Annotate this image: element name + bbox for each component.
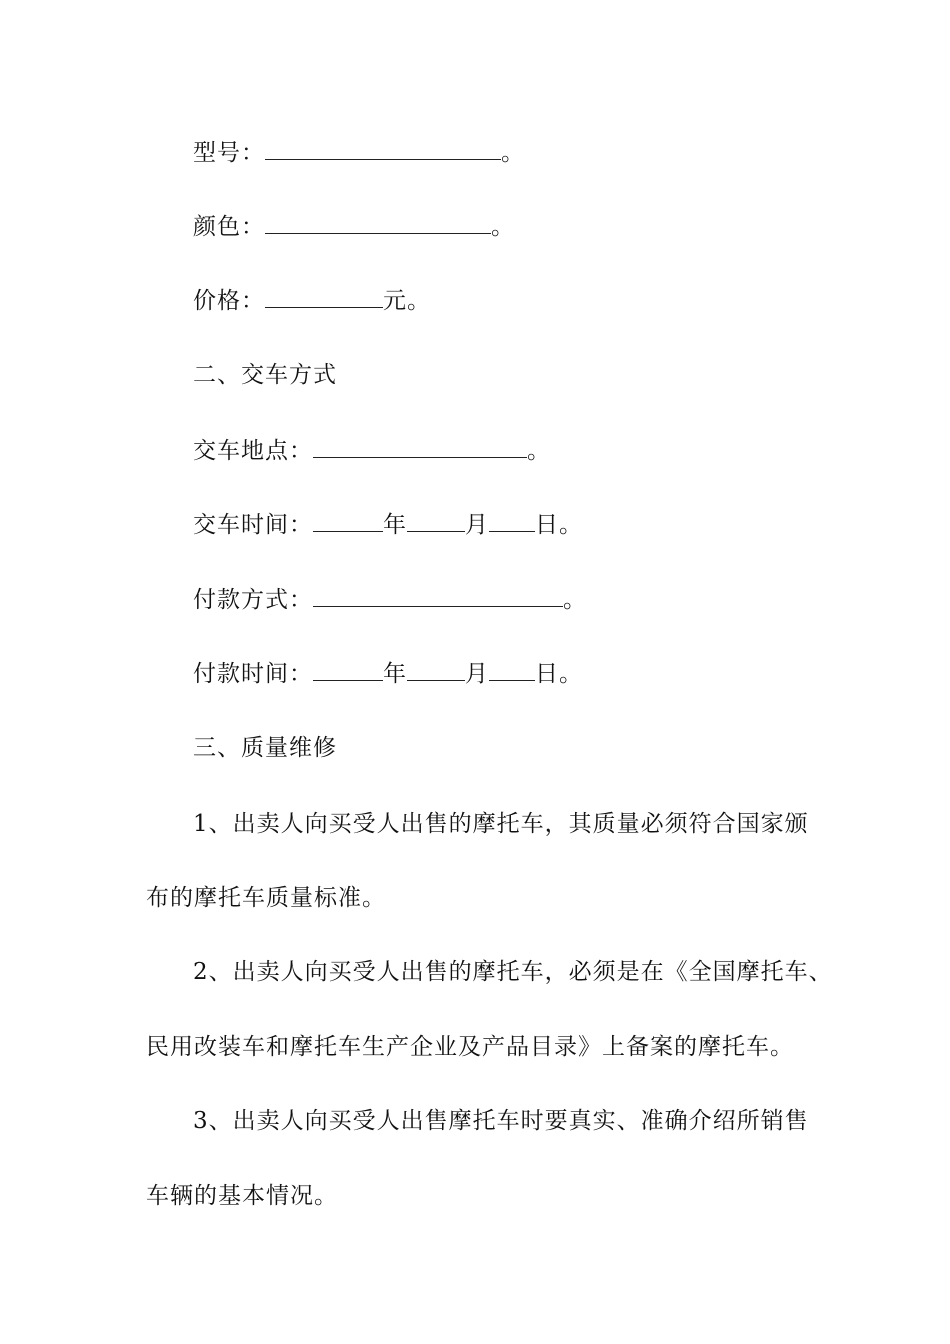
- paragraph-3-line-2: 车辆的基本情况。: [146, 1183, 338, 1209]
- payment-time-label: 付款时间：: [193, 661, 313, 687]
- payment-method-suffix: 。: [563, 587, 587, 613]
- delivery-time-label: 交车时间：: [193, 512, 313, 538]
- delivery-day-unit: 日。: [535, 512, 583, 538]
- payment-year-unit: 年: [383, 661, 407, 687]
- payment-time-field: [193, 659, 583, 689]
- delivery-place-blank[interactable]: [313, 437, 527, 458]
- delivery-time-field: [193, 510, 583, 540]
- model-suffix: 。: [501, 140, 525, 166]
- paragraph-2-line-1: 2、出卖人向买受人出售的摩托车，必须是在《全国摩托车、: [193, 959, 833, 985]
- paragraph-1-line-2: 布的摩托车质量标准。: [146, 885, 386, 911]
- color-field: [193, 212, 515, 242]
- payment-month-blank[interactable]: [407, 660, 465, 681]
- section2-heading: 二、交车方式: [193, 362, 337, 388]
- payment-method-field: [193, 585, 587, 615]
- price-suffix: 元。: [383, 288, 431, 314]
- delivery-year-blank[interactable]: [313, 511, 383, 532]
- payment-day-blank[interactable]: [489, 660, 535, 681]
- paragraph-1-line-1: 1、出卖人向买受人出售的摩托车，其质量必须符合国家颁: [193, 811, 809, 837]
- section3-heading: 三、质量维修: [193, 735, 337, 761]
- model-label: 型号：: [193, 140, 265, 166]
- price-blank[interactable]: [265, 287, 383, 308]
- model-field: [193, 138, 525, 168]
- payment-month-unit: 月: [465, 661, 489, 687]
- price-field: [193, 286, 431, 316]
- payment-year-blank[interactable]: [313, 660, 383, 681]
- price-label: 价格：: [193, 288, 265, 314]
- payment-method-blank[interactable]: [313, 586, 563, 607]
- paragraph-3-line-1: 3、出卖人向买受人出售摩托车时要真实、准确介绍所销售: [193, 1108, 809, 1134]
- delivery-month-unit: 月: [465, 512, 489, 538]
- color-blank[interactable]: [265, 213, 491, 234]
- delivery-place-field: [193, 436, 551, 466]
- delivery-place-label: 交车地点：: [193, 438, 313, 464]
- model-blank[interactable]: [265, 139, 501, 160]
- paragraph-2-line-2: 民用改装车和摩托车生产企业及产品目录》上备案的摩托车。: [146, 1034, 794, 1060]
- color-suffix: 。: [491, 214, 515, 240]
- color-label: 颜色：: [193, 214, 265, 240]
- delivery-place-suffix: 。: [527, 438, 551, 464]
- delivery-month-blank[interactable]: [407, 511, 465, 532]
- delivery-year-unit: 年: [383, 512, 407, 538]
- delivery-day-blank[interactable]: [489, 511, 535, 532]
- payment-method-label: 付款方式：: [193, 587, 313, 613]
- payment-day-unit: 日。: [535, 661, 583, 687]
